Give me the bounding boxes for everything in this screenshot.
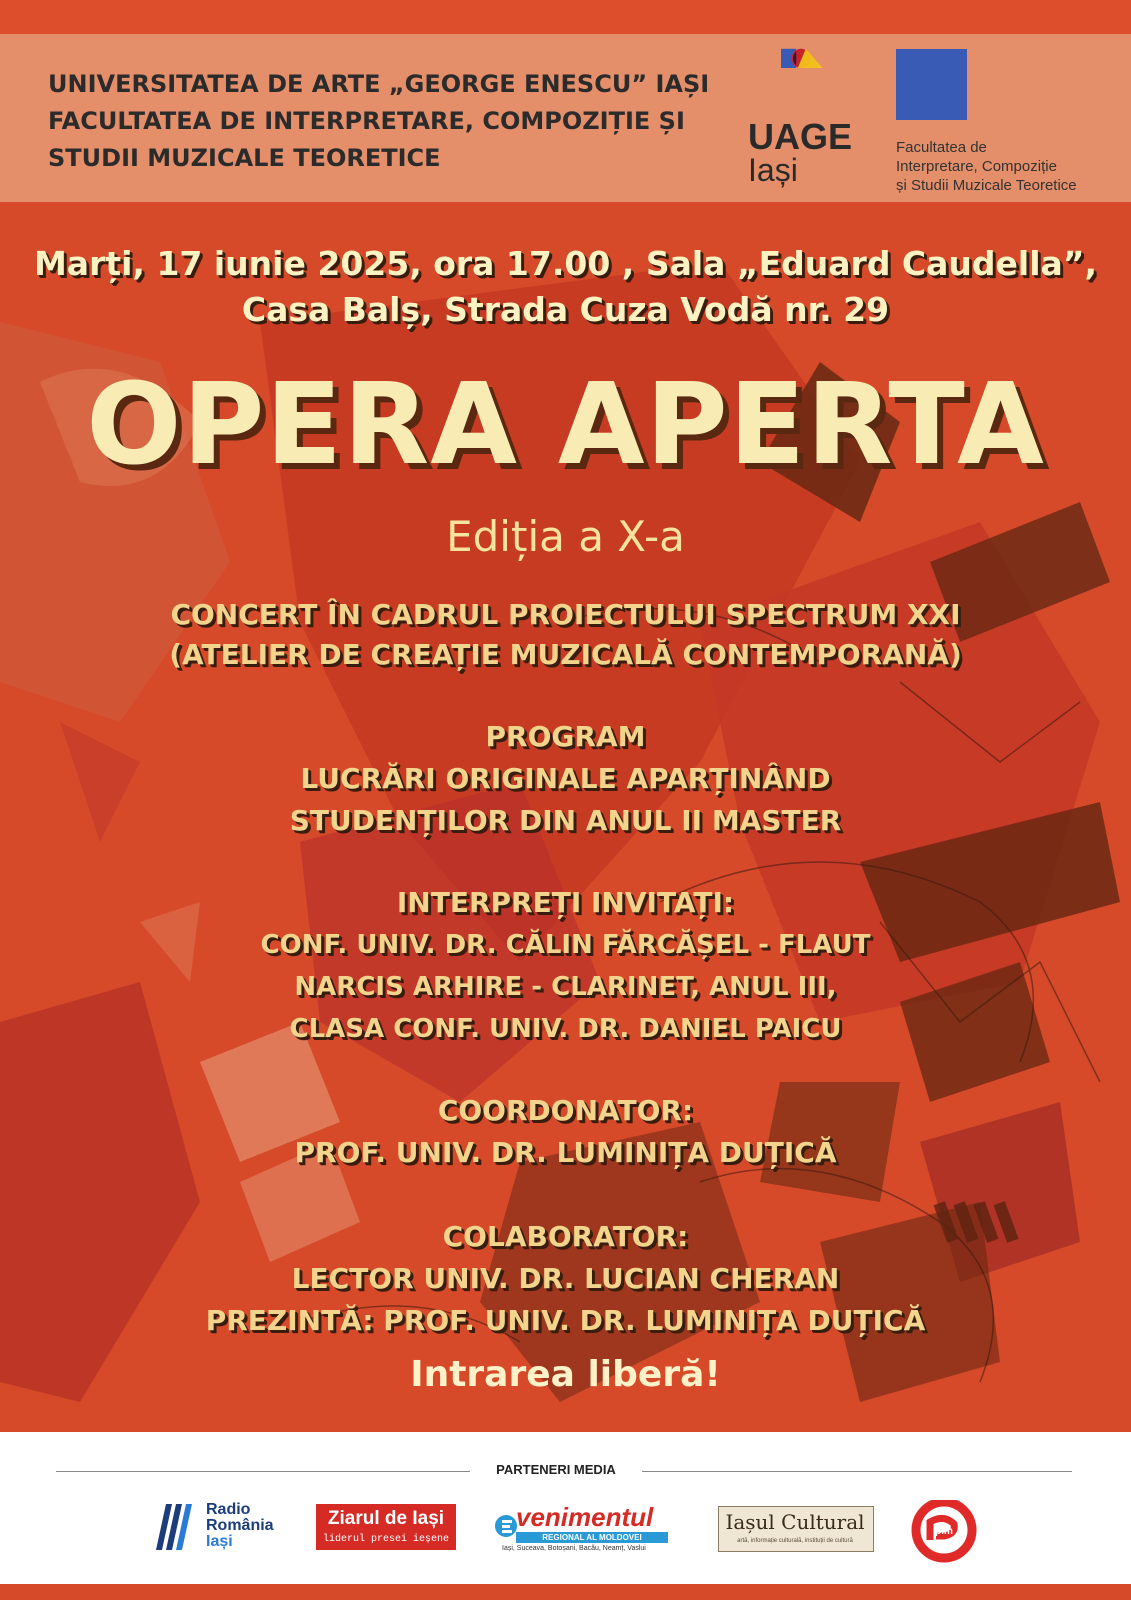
ziarul-title: Ziarul de Iași <box>327 1508 445 1529</box>
pim-logo <box>906 1500 982 1560</box>
admission-free: Intrarea liberă! <box>410 1354 721 1395</box>
divider-left <box>56 1471 470 1472</box>
ziarul-tagline: liderul presei ieșene <box>322 1534 450 1545</box>
top-strip <box>0 0 1131 34</box>
partners-label: PARTENERI MEDIA <box>496 1462 616 1477</box>
uage-logo-name: UAGE <box>748 116 853 157</box>
faculty-logo-line-1: Facultatea de <box>896 139 987 156</box>
uage-logo-icon <box>748 48 858 108</box>
radio-word: Radio <box>206 1501 251 1518</box>
radio-romania-iasi-logo <box>156 1500 286 1560</box>
performers-heading: INTERPREȚI INVITAȚI: <box>396 886 735 919</box>
faculty-logo-text <box>896 138 1126 195</box>
program-line-2: STUDENȚILOR DIN ANUL II MASTER <box>289 804 842 837</box>
program-line-1: LUCRĂRI ORIGINALE APARȚINÂND <box>300 762 831 795</box>
iasi-word: Iași <box>206 1533 233 1550</box>
coordinator-name: PROF. UNIV. DR. LUMINIȚA DUȚICĂ <box>294 1136 837 1169</box>
iasul-tagline: artă, informație culturală, instituții de cultură <box>737 1538 853 1544</box>
performer-2: NARCIS ARHIRE - CLARINET, ANUL III, <box>294 972 837 1002</box>
evenimentul-title: venimentul <box>516 1502 654 1532</box>
iasul-cultural-logo <box>718 1500 872 1560</box>
faculty-line-2: STUDII MUZICALE TEORETICE <box>48 144 441 172</box>
concert-line-2: (ATELIER DE CREAȚIE MUZICALĂ CONTEMPORANĂ) <box>169 638 962 671</box>
evenimentul-logo <box>494 1500 674 1560</box>
faculty-logo-line-2: Interpretare, Compoziție <box>896 158 1057 175</box>
divider-right <box>642 1471 1072 1472</box>
radio-text <box>206 1502 274 1550</box>
romania-word: România <box>206 1517 274 1534</box>
university-name <box>48 66 728 177</box>
date-time-venue: Marți, 17 iunie 2025, ora 17.00 , Sala „Eduard Caudella”, <box>33 244 1098 283</box>
pim-logo-icon <box>906 1500 982 1564</box>
program-heading: PROGRAM <box>485 720 646 753</box>
coordinator-heading: COORDONATOR: <box>437 1094 694 1127</box>
uage-logo-city: Iași <box>748 152 798 188</box>
radio-waves-icon <box>156 1504 196 1550</box>
iasul-title: Iașul Cultural <box>725 1510 865 1534</box>
evenimentul-region: REGIONAL AL MOLDOVEI <box>542 1533 642 1542</box>
collaborator-name: LECTOR UNIV. DR. LUCIAN CHERAN <box>291 1262 840 1295</box>
header-banner <box>0 34 1131 202</box>
edition: Ediția a X-a <box>446 512 685 561</box>
bottom-strip <box>0 1584 1131 1600</box>
performer-3: CLASA CONF. UNIV. DR. DANIEL PAICU <box>289 1014 842 1044</box>
evenimentul-e-icon <box>494 1514 518 1538</box>
address: Casa Balș, Strada Cuza Vodă nr. 29 <box>241 290 890 329</box>
evenimentul-cities: Iași, Suceava, Botoșani, Bacău, Neamț, Vaslui <box>502 1545 646 1552</box>
media-partners-footer <box>0 1432 1131 1600</box>
performer-1: CONF. UNIV. DR. CĂLIN FĂRCĂȘEL - FLAUT <box>260 930 871 960</box>
event-title: OPERA APERTA <box>86 360 1045 490</box>
faculty-line-1: FACULTATEA DE INTERPRETARE, COMPOZIȚIE ȘI <box>48 107 685 135</box>
ziarul-de-iasi-logo <box>316 1500 456 1560</box>
concert-line-1: CONCERT ÎN CADRUL PROIECTULUI SPECTRUM XXI <box>170 598 961 631</box>
university-line-1: UNIVERSITATEA DE ARTE „GEORGE ENESCU” IAȘI <box>48 70 710 98</box>
collaborator-heading: COLABORATOR: <box>442 1220 689 1253</box>
svg-text:pim: pim <box>935 1526 953 1537</box>
faculty-logo-square-icon <box>896 49 967 120</box>
presenter: PREZINTĂ: PROF. UNIV. DR. LUMINIȚA DUȚICĂ <box>205 1304 926 1337</box>
faculty-logo-line-3: și Studii Muzicale Teoretice <box>896 177 1077 194</box>
